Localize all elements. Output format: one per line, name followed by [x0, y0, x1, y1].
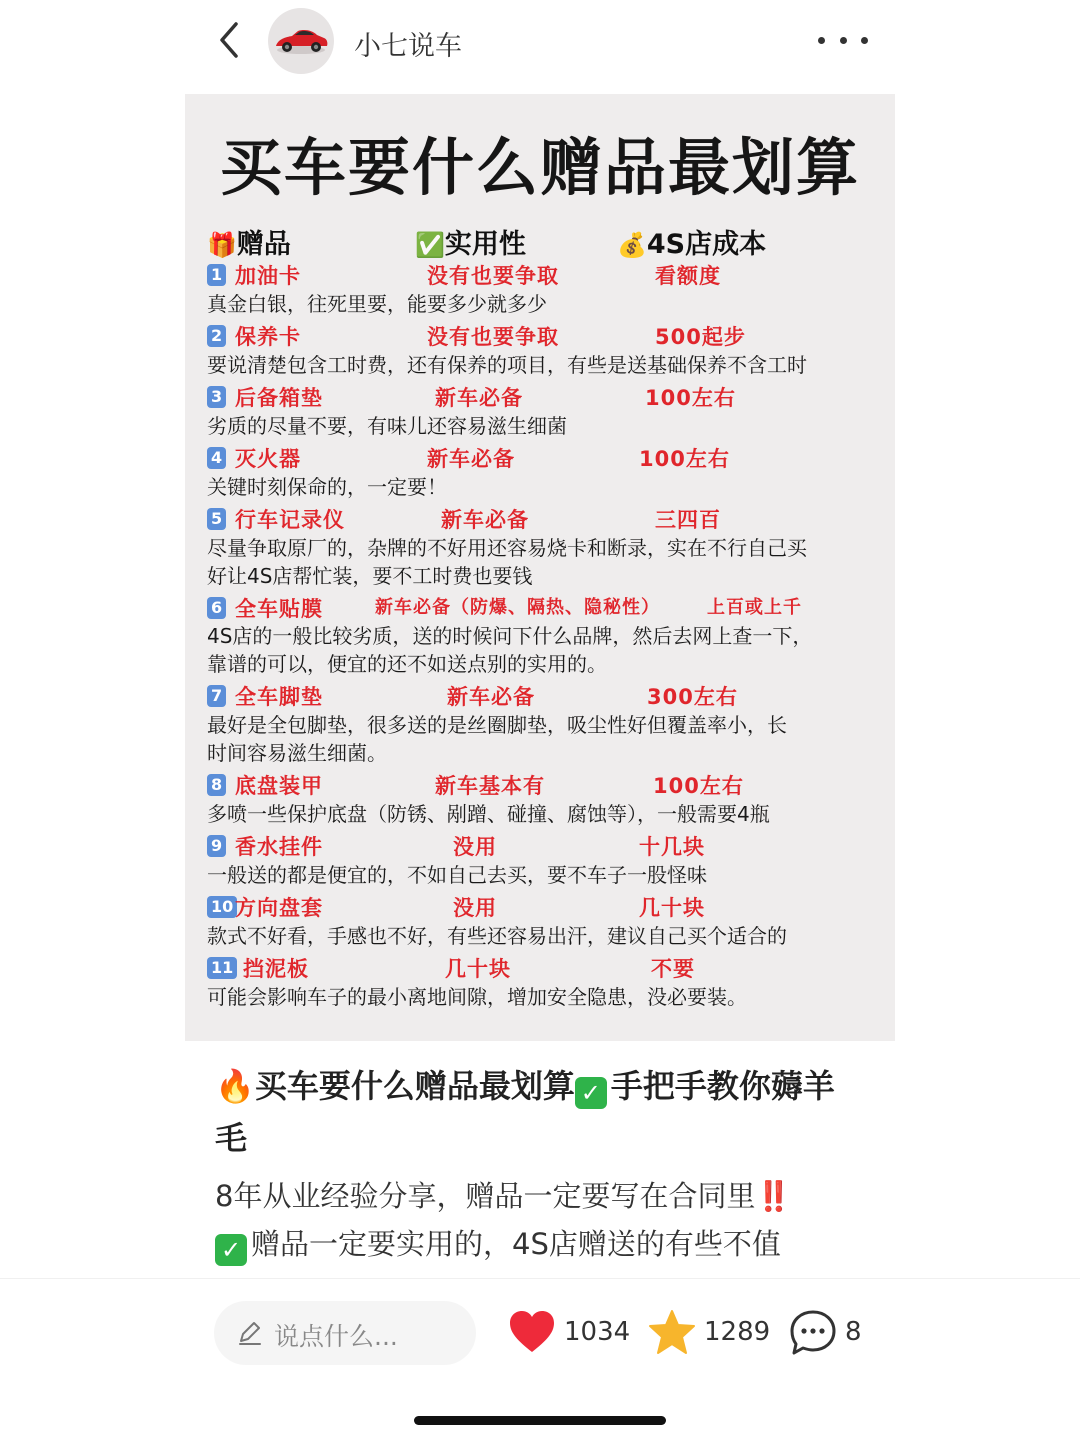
- gift-practicality: 没用: [453, 896, 497, 920]
- heart-icon: [508, 1309, 556, 1355]
- post-body: 8年从业经验分享，赠品一定要写在合同里‼️ ✓ 赠品一定要实用的，4S店赠送的有些不值: [215, 1179, 792, 1264]
- gift-cost: 三四百: [655, 508, 721, 532]
- comment-bubble-icon: [788, 1309, 838, 1357]
- chevron-left-icon: [208, 18, 252, 62]
- collect-count: 1289: [704, 1317, 771, 1347]
- gift-item-row: [207, 892, 877, 922]
- gift-practicality: 新车必备: [441, 508, 529, 532]
- number-badge: 8: [207, 774, 226, 796]
- number-badge: 6: [207, 597, 226, 619]
- gift-item-row: [207, 681, 877, 711]
- gift-practicality: 没有也要争取: [427, 264, 559, 288]
- double-exclamation-icon: ‼️: [755, 1179, 792, 1213]
- gift-cost: 上百或上千: [707, 597, 802, 618]
- gift-description: 一般送的都是便宜的，不如自己去买，要不车子一股怪味: [207, 863, 707, 887]
- gift-description: 款式不好看，手感也不好，有些还容易出汗，建议自己买个适合的: [207, 924, 787, 948]
- comment-count: 8: [845, 1317, 862, 1347]
- red-car-avatar-image: [268, 8, 334, 74]
- gift-cost: 500起步: [655, 325, 746, 349]
- number-badge: 10: [207, 896, 237, 918]
- gift-item-row: [207, 593, 877, 623]
- gift-practicality: 几十块: [445, 957, 511, 981]
- gift-practicality: 没有也要争取: [427, 325, 559, 349]
- gift-description: 多喷一些保护底盘（防锈、剐蹭、碰撞、腐蚀等），一般需要4瓶: [207, 802, 770, 826]
- gift-item-row: [207, 260, 877, 290]
- home-indicator[interactable]: [414, 1416, 666, 1425]
- number-badge: 2: [207, 325, 226, 347]
- author-avatar[interactable]: [268, 8, 334, 74]
- image-title: 买车要什么赠品最划算: [219, 131, 860, 204]
- top-nav-bar: [0, 0, 1080, 84]
- number-badge: 5: [207, 508, 226, 530]
- column-header-gift: 🎁赠品: [207, 229, 291, 260]
- gift-name: 香水挂件: [235, 835, 323, 859]
- gift-cost: 看额度: [655, 264, 721, 288]
- gift-description: 4S店的一般比较劣质，送的时候问下什么品牌，然后去网上查一下，: [207, 624, 813, 648]
- gift-description: 真金白银，往死里要，能要多少就多少: [207, 292, 547, 316]
- gift-item-row: [207, 321, 877, 351]
- number-badge: 3: [207, 386, 226, 408]
- gift-description: 劣质的尽量不要，有味儿还容易滋生细菌: [207, 414, 567, 438]
- star-icon: [648, 1309, 696, 1355]
- gift-icon: 🎁: [207, 231, 237, 259]
- author-name[interactable]: 小七说车: [354, 31, 462, 62]
- gift-name: 方向盘套: [235, 896, 323, 920]
- gift-name: 保养卡: [235, 325, 301, 349]
- gift-practicality: 新车必备: [435, 386, 523, 410]
- gift-description: 可能会影响车子的最小离地间隙，增加安全隐患，没必要装。: [207, 985, 747, 1009]
- gift-name: 加油卡: [235, 264, 301, 288]
- gift-item-row: [207, 504, 877, 534]
- like-button[interactable]: [508, 1309, 638, 1359]
- gift-description: 靠谱的可以，便宜的还不如送点别的实用的。: [207, 652, 607, 676]
- gift-name: 灭火器: [235, 447, 301, 471]
- pencil-icon: [236, 1319, 264, 1347]
- number-badge: 4: [207, 447, 226, 469]
- gift-practicality: 新车必备: [447, 685, 535, 709]
- ellipsis-icon: [818, 37, 825, 44]
- fire-icon: 🔥: [215, 1067, 255, 1105]
- column-header-cost: 💰4S店成本: [617, 229, 767, 260]
- back-button[interactable]: [208, 18, 252, 62]
- comment-button[interactable]: [788, 1309, 868, 1359]
- gift-cost: 100左右: [639, 447, 730, 471]
- gift-cost: 100左右: [653, 774, 744, 798]
- gift-cost: 十几块: [639, 835, 705, 859]
- gift-cost: 300左右: [647, 685, 738, 709]
- gift-item-row: [207, 953, 877, 983]
- gift-practicality: 没用: [453, 835, 497, 859]
- gift-practicality: 新车基本有: [435, 774, 545, 798]
- gift-description: 关键时刻保命的，一定要！: [207, 475, 447, 499]
- gift-item-row: [207, 382, 877, 412]
- gift-cost: 几十块: [639, 896, 705, 920]
- gift-description: 尽量争取原厂的，杂牌的不好用还容易烧卡和断录，实在不行自己买: [207, 536, 807, 560]
- comment-placeholder: 说点什么...: [274, 1322, 398, 1351]
- number-badge: 11: [207, 957, 237, 979]
- column-header-practicality: ✅实用性: [415, 229, 526, 260]
- check-icon: ✓: [575, 1077, 607, 1109]
- like-count: 1034: [564, 1317, 631, 1347]
- check-icon: ✓: [215, 1234, 247, 1266]
- gift-item-row: [207, 770, 877, 800]
- gift-item-row: [207, 831, 877, 861]
- gift-description: 时间容易滋生细菌。: [207, 741, 387, 765]
- gift-cost: 100左右: [645, 386, 736, 410]
- gift-name: 挡泥板: [243, 957, 309, 981]
- money-bag-icon: 💰: [617, 231, 647, 259]
- number-badge: 7: [207, 685, 226, 707]
- number-badge: 9: [207, 835, 226, 857]
- gift-description: 最好是全包脚垫，很多送的是丝圈脚垫，吸尘性好但覆盖率小，长: [207, 713, 787, 737]
- number-badge: 1: [207, 264, 226, 286]
- collect-button[interactable]: [648, 1309, 778, 1359]
- gift-name: 全车脚垫: [235, 685, 323, 709]
- gift-practicality: 新车必备: [427, 447, 515, 471]
- gift-name: 行车记录仪: [235, 508, 345, 532]
- more-options-button[interactable]: [818, 22, 868, 58]
- comment-input[interactable]: [214, 1301, 476, 1365]
- post-heading: 🔥买车要什么赠品最划算 ✓ 手把手教你薅羊毛: [215, 1067, 835, 1157]
- gift-item-row: [207, 443, 877, 473]
- gift-name: 后备箱垫: [235, 386, 323, 410]
- gift-name: 底盘装甲: [235, 774, 323, 798]
- gift-cost: 不要: [651, 957, 695, 981]
- gift-description: 好让4S店帮忙装，要不工时费也要钱: [207, 564, 533, 588]
- check-icon: ✅: [415, 231, 445, 259]
- gift-description: 要说清楚包含工时费，还有保养的项目，有些是送基础保养不含工时: [207, 353, 807, 377]
- gift-practicality: 新车必备（防爆、隔热、隐秘性）: [375, 597, 660, 618]
- gift-name: 全车贴膜: [235, 597, 323, 621]
- post-image[interactable]: [185, 94, 895, 1041]
